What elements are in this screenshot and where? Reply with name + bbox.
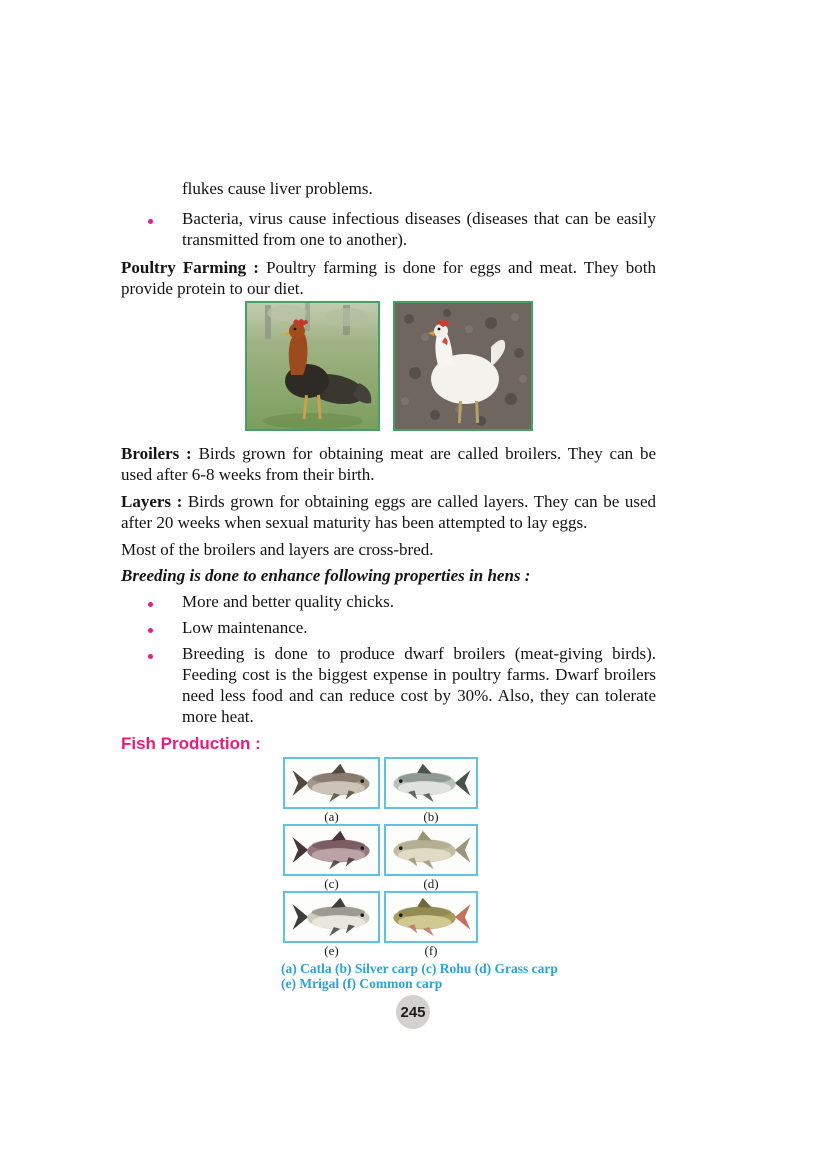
bullet-cell bbox=[121, 208, 182, 250]
fish-illustration bbox=[287, 828, 377, 872]
rooster-photo bbox=[245, 301, 380, 431]
fish-caption-line1: (a) Catla (b) Silver carp (c) Rohu (d) Grass carp bbox=[281, 961, 558, 976]
fish-figure-label: (d) bbox=[423, 876, 439, 891]
poultry-text: Poultry farming is done for eggs and meat. They both provide protein to our diet. bbox=[121, 258, 657, 298]
bullet-icon bbox=[148, 219, 153, 224]
fish-image-frame bbox=[384, 891, 478, 943]
bullet-text: Breeding is done to produce dwarf broilers (meat-giving birds). Feeding cost is the biggest expense in poultry farms. Dwarf broilers need less food and can reduce cost by 30%. Also, they can tolerate more heat. bbox=[182, 644, 656, 726]
fish-figure-common-carp bbox=[384, 891, 478, 958]
fish-image-frame bbox=[384, 824, 478, 876]
fish-figure-silver-carp bbox=[384, 757, 478, 824]
fish-image-frame bbox=[283, 824, 380, 876]
fish-caption-line2: (e) Mrigal (f) Common carp bbox=[281, 976, 443, 991]
fish-illustration bbox=[386, 761, 476, 805]
bullet-text: Bacteria, virus cause infectious diseases (diseases that can be easily transmitted from one to another). bbox=[182, 209, 656, 249]
poultry-label: Poultry Farming : bbox=[121, 258, 259, 277]
bullet-icon bbox=[148, 602, 153, 607]
bullet-cell bbox=[121, 591, 182, 612]
fish-figure-label: (e) bbox=[324, 943, 339, 958]
fish-figure-grid bbox=[283, 757, 656, 958]
fish-image-frame bbox=[384, 757, 478, 809]
broilers-text: Birds grown for obtaining meat are called broilers. They can be used after 6-8 weeks from their birth. bbox=[121, 444, 657, 484]
fish-image-frame bbox=[283, 757, 380, 809]
hen-photo bbox=[393, 301, 533, 431]
paragraph-flukes: flukes cause liver problems. bbox=[182, 179, 373, 198]
fish-illustration bbox=[287, 895, 377, 939]
paragraph-poultry bbox=[121, 257, 656, 299]
breeding-heading: Breeding is done to enhance following properties in hens : bbox=[121, 566, 531, 585]
layers-label: Layers : bbox=[121, 492, 183, 511]
fish-figure-grass-carp bbox=[384, 824, 478, 891]
bullet-cell bbox=[121, 643, 182, 727]
fish-image-frame bbox=[283, 891, 380, 943]
breeding-bullet-item bbox=[121, 591, 656, 612]
bullet-item-infectious bbox=[121, 208, 656, 250]
page-number-badge: 245 bbox=[396, 995, 430, 1029]
fish-figure-label: (c) bbox=[324, 876, 339, 891]
bullet-icon bbox=[148, 654, 153, 659]
fish-figure-rohu bbox=[283, 824, 380, 891]
paragraph-crossbred: Most of the broilers and layers are cross-bred. bbox=[121, 540, 434, 559]
fish-production-heading: Fish Production : bbox=[121, 734, 261, 753]
bullet-icon bbox=[148, 628, 153, 633]
fish-illustration bbox=[287, 761, 377, 805]
bullet-text: More and better quality chicks. bbox=[182, 592, 394, 611]
breeding-bullet-item bbox=[121, 643, 656, 727]
fish-figure-catla bbox=[283, 757, 380, 824]
fish-caption bbox=[281, 961, 656, 991]
fish-figure-label: (a) bbox=[324, 809, 339, 824]
layers-text: Birds grown for obtaining eggs are called layers. They can be used after 20 weeks when sexual maturity has been attempted to lay eggs. bbox=[121, 492, 656, 532]
fish-figure-label: (b) bbox=[423, 809, 439, 824]
fish-figure-mrigal bbox=[283, 891, 380, 958]
poultry-photos bbox=[245, 301, 656, 431]
fish-illustration bbox=[386, 895, 476, 939]
bullet-text: Low maintenance. bbox=[182, 618, 308, 637]
broilers-label: Broilers : bbox=[121, 444, 192, 463]
breeding-bullet-list bbox=[121, 591, 656, 727]
paragraph-layers bbox=[121, 491, 656, 533]
fish-figure-label: (f) bbox=[424, 943, 438, 958]
paragraph-broilers bbox=[121, 443, 656, 485]
fish-illustration bbox=[386, 828, 476, 872]
bullet-cell bbox=[121, 617, 182, 638]
breeding-bullet-item bbox=[121, 617, 656, 638]
